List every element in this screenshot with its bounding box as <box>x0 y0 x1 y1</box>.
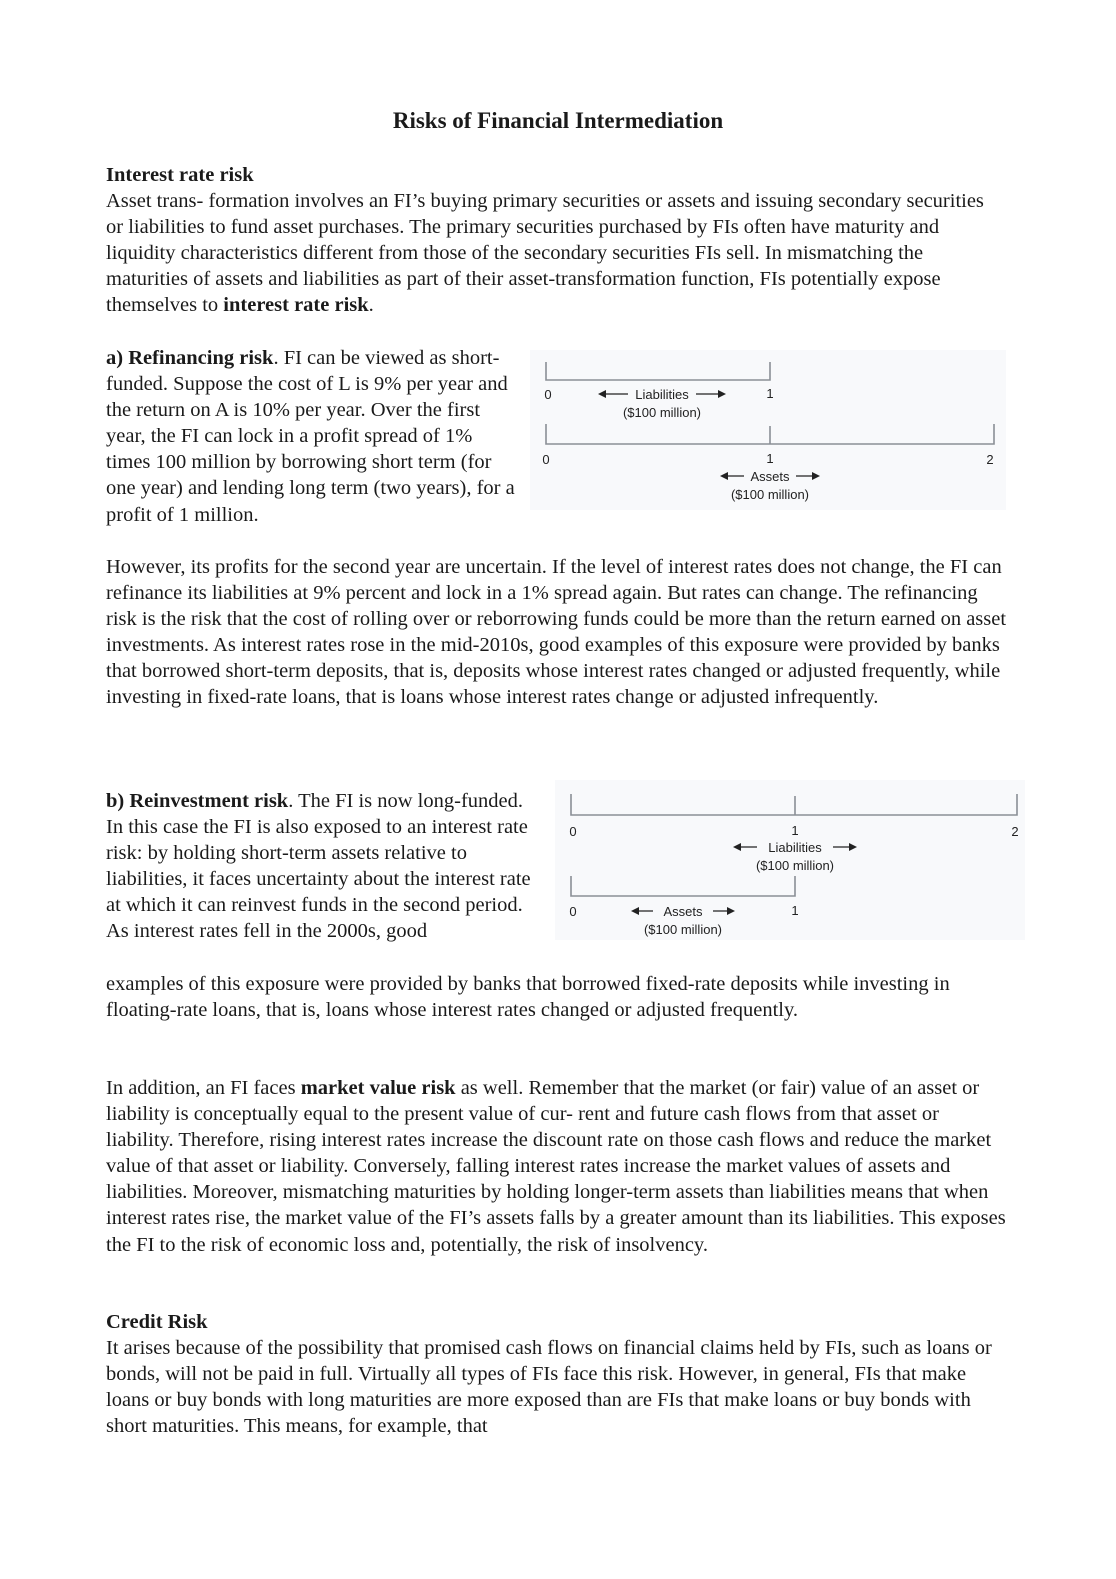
liabilities-label: Liabilities <box>635 387 689 402</box>
arrow-left-icon <box>720 472 728 480</box>
assets-timeline <box>546 424 994 444</box>
tick-0: 0 <box>569 904 577 919</box>
reinvestment-timeline-diagram <box>555 780 1025 940</box>
liabilities-label: Liabilities <box>768 840 822 855</box>
refinancing-risk-intro <box>106 345 518 528</box>
liabilities-amount: ($100 million) <box>622 405 702 420</box>
refinancing-risk-label: a) Refinancing risk <box>106 347 274 369</box>
credit-risk-paragraph: It arises because of the possibility that promised cash flows on financial claims held by FIs, such as loans or bonds, will not be paid in full. Virtually all types of FIs face this risk. However, in general, FIs that make loans or buy bonds with long maturities are more exposed than are FIs that make loans or buy bonds with short maturities. This means, for example, that <box>106 1337 992 1438</box>
refinancing-risk-text: . FI can be viewed as short-funded. Suppose the cost of L is 9% per year and the return on A is 10% per year. Over the first year, the FI can lock in a profit spread of 1% times 100 million by borrowing short term (for one year) and lending long term (two years), for a profit of 1 million. <box>106 347 515 526</box>
arrow-right-icon <box>812 472 820 480</box>
arrow-left-icon <box>733 843 741 851</box>
interest-rate-risk-heading: Interest rate risk <box>106 164 254 186</box>
tick-0: 0 <box>544 387 552 402</box>
reinvestment-risk-continued-text: examples of this exposure were provided by banks that borrowed fixed-rate deposits while investing in floating-rate loans, that is, loans whose interest rates changed or adjusted frequently. <box>106 973 950 1022</box>
tick-0: 0 <box>569 824 577 839</box>
refinancing-risk-continued <box>106 554 1010 711</box>
arrow-left-icon <box>631 907 639 915</box>
interest-rate-risk-section <box>106 162 1006 319</box>
arrow-left-icon <box>598 390 606 398</box>
market-value-risk-paragraph: In addition, an FI faces market value risk as well. Remember that the market (or fair) value of an asset or liability is conceptually equal to the present value of cur- rent and future cash flows from that asset or liability. Therefore, rising interest rates increase the discount rate on those cash flows and reduce the market value of that asset or liability. Conversely, falling interest rates increase the market values of assets and liabilities. Moreover, mismatching maturities by holding longer-term assets than liabilities means that when interest rates rise, the market value of the FI’s assets falls by a greater amount than its liabilities. This exposes the FI to the risk of economic loss and, potentially, the risk of insolvency. <box>106 1077 1006 1256</box>
market-value-risk-section <box>106 1075 1010 1258</box>
reinvestment-risk-intro <box>106 788 534 945</box>
page-title: Risks of Financial Intermediation <box>392 108 724 133</box>
tick-0: 0 <box>542 452 550 467</box>
assets-timeline <box>571 876 795 896</box>
reinvestment-risk-label: b) Reinvestment risk <box>106 790 289 812</box>
interest-rate-risk-paragraph: Asset trans- formation involves an FI’s buying primary securities or assets and issuing secondary securities or liabilities to fund asset purchases. The primary securities purchased by FIs often have maturity and liquidity characteristics different from those of the secondary securities FIs sell. In mismatching the maturities of assets and liabilities as part of their asset-transformation function, FIs potentially expose themselves to interest rate risk. <box>106 190 984 317</box>
refinancing-timeline-diagram <box>530 350 1006 510</box>
tick-2: 2 <box>986 452 994 467</box>
tick-1: 1 <box>766 451 774 466</box>
reinvestment-risk-continued <box>106 971 1010 1023</box>
assets-amount: ($100 million) <box>643 922 723 937</box>
liabilities-amount: ($100 million) <box>755 858 835 873</box>
tick-1: 1 <box>766 386 774 401</box>
tick-2: 2 <box>1011 824 1019 839</box>
assets-label: Assets <box>663 904 703 919</box>
reinvestment-risk-text: . The FI is now long-funded. In this case the FI is also exposed to an interest rate risk: by holding short-term assets relative to liabilities, it faces uncertainty about the interest rate at which it can reinvest funds in the second period. As interest rates fell in the 2000s, good <box>106 790 531 943</box>
refinancing-risk-continued-text: However, its profits for the second year are uncertain. If the level of interest rates does not change, the FI can refinance its liabilities at 9% percent and lock in a 1% spread again. But rates can change. The refinancing risk is the risk that the cost of rolling over or reborrowing funds could be more than the return earned on asset investments. As interest rates rose in the mid-2010s, good examples of this exposure were provided by banks that borrowed short-term deposits, that is, deposits whose interest rates changed or adjusted frequently, while investing in fixed-rate loans, that is loans whose interest rates change or adjusted infrequently. <box>106 556 1007 709</box>
tick-1: 1 <box>791 903 799 918</box>
assets-amount: ($100 million) <box>730 487 810 502</box>
assets-label: Assets <box>750 469 790 484</box>
market-value-risk-term: market value risk <box>300 1077 456 1099</box>
tick-1: 1 <box>791 823 799 838</box>
interest-rate-risk-term: interest rate risk <box>223 294 369 317</box>
liabilities-timeline <box>546 362 770 380</box>
liabilities-timeline <box>571 794 1017 815</box>
credit-risk-heading: Credit Risk <box>106 1311 208 1333</box>
arrow-right-icon <box>849 843 857 851</box>
arrow-right-icon <box>718 390 726 398</box>
arrow-right-icon <box>727 907 735 915</box>
credit-risk-section <box>106 1309 1010 1439</box>
